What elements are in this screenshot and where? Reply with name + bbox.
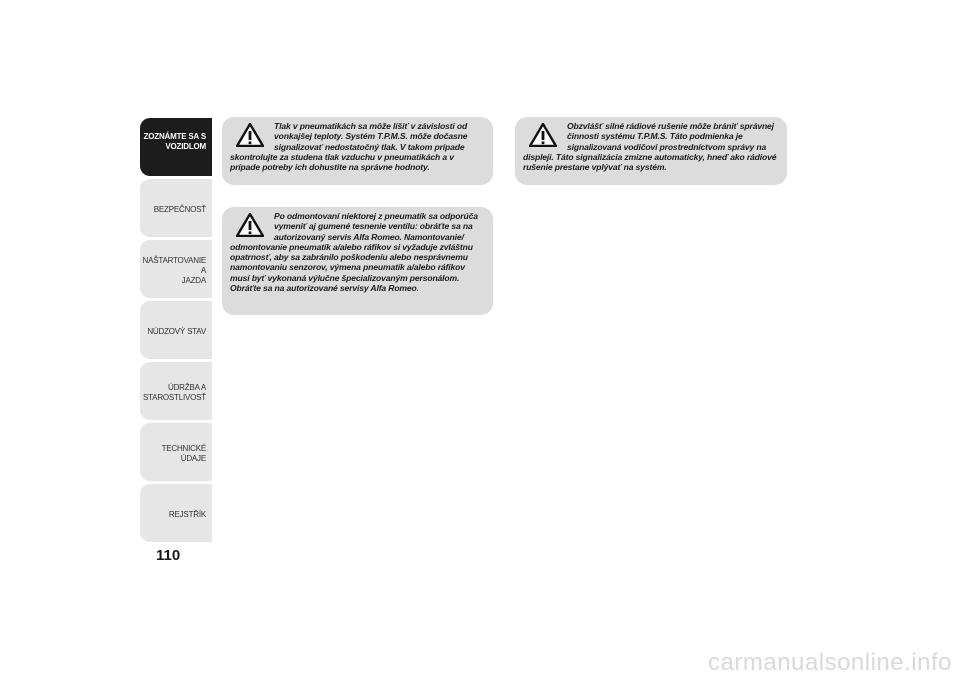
warning-note-tire-pressure [222,117,493,185]
note-text: Obzvlášť silné rádiové rušenie môže brániť správnej činnosti systému T.P.M.S. Táto podmienka je signalizovaná vodičovi prostredníctvom správy na displeji. Táto signalizácia zmizne automaticky, hneď ako rádiové rušenie prestane vplývať na systém. [523,121,777,173]
tab-bezpecnost[interactable] [140,179,212,237]
tab-label: ÚDRŽBA A STAROSTLIVOSŤ [142,383,206,402]
warning-note-tire-removal [222,207,493,315]
tab-label: NÚDZOVÝ STAV [147,327,206,336]
page-number: 110 [156,547,181,564]
warning-note-radio-interference [515,117,787,185]
tab-nudzovy-stav[interactable] [140,301,212,359]
tab-technicke-udaje[interactable] [140,423,212,481]
tab-label: ZOZNÁMTE SA S VOZIDLOM [143,132,206,151]
warning-triangle-icon [236,213,264,237]
tab-label: REJSTŘÍK [168,510,206,519]
warning-triangle-icon [529,123,557,147]
tab-label: BEZPEČNOSŤ [153,205,206,214]
tab-label: NAŠTARTOVANIE A JAZDA [142,256,206,285]
tab-zoznamte-sa-s-vozidlom[interactable] [140,118,212,176]
tab-nastartovanie-a-jazda[interactable] [140,240,212,298]
watermark: carmanualsonline.info [708,649,952,676]
note-text: Po odmontovaní niektorej z pneumatík sa odporúča vymeniť aj gumené tesnenie ventilu: obráťte sa na autorizovaný servis Alfa Romeo. Namontovanie/ odmontovanie pneumatík a/alebo ráfikov si vyžaduje zvláštnu opatrnosť, aby sa zabránilo poškodeniu alebo nesprávnemu namontovaniu senzorov, výmena pneumatík a/alebo ráfikov musí byť vykonaná výlučne špecializovaným personálom. Obráťte sa na autorizované servisy Alfa Romeo. [230,211,478,294]
tab-label: TECHNICKÉ ÚDAJE [161,444,206,463]
note-text: Tlak v pneumatikách sa môže líšiť v závislosti od vonkajšej teploty. Systém T.P.M.S. môže dočasne signalizovať nedostatočný tlak. V takom prípade skontrolujte za studena tlak vzduchu v pneumatikách a v prípade potreby ich dohustite na správne hodnoty. [230,121,468,173]
tab-udrzba-a-starostlivost[interactable] [140,362,212,420]
warning-triangle-icon [236,123,264,147]
tab-rejstrik[interactable] [140,484,212,542]
